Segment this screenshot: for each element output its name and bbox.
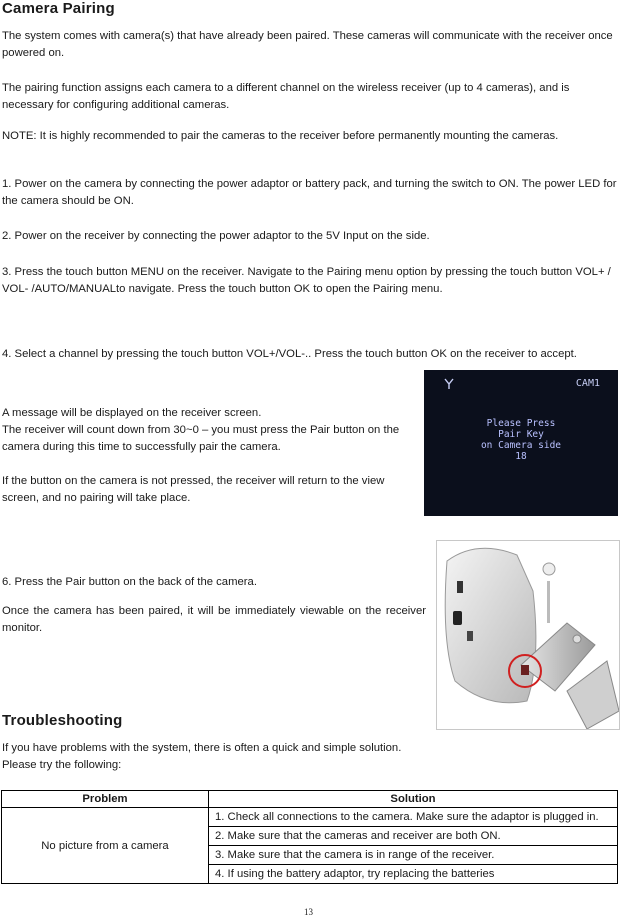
page-number: 13 xyxy=(304,907,313,917)
solution-cell xyxy=(209,808,618,884)
countdown-info: The receiver will count down from 30~0 – you must press the Pair button on the camera during this time to successfully pair the camera. xyxy=(2,424,400,453)
receiver-screen xyxy=(424,370,618,516)
step-6: 6. Press the Pair button on the back of the camera. xyxy=(2,576,257,588)
problem-cell: No picture from a camera xyxy=(2,808,209,884)
no-pairing-info: If the button on the camera is not pressed, the receiver will return to the view screen, and no pairing will take place. xyxy=(2,475,385,504)
step-4: 4. Select a channel by pressing the touch button VOL+/VOL-.. Press the touch button OK on the receiver to accept. xyxy=(2,348,577,360)
antenna-icon xyxy=(444,378,454,393)
solution-item: 1. Check all connections to the camera. Make sure the adaptor is plugged in. xyxy=(215,811,599,823)
solution-item: 2. Make sure that the cameras and receiver are both ON. xyxy=(209,826,617,845)
channel-label: CAM1 xyxy=(575,378,600,389)
header-solution: Solution xyxy=(209,791,618,808)
solution-item: 4. If using the battery adaptor, try replacing the batteries xyxy=(209,864,617,883)
camera-photo xyxy=(436,540,620,730)
step-2: 2. Power on the receiver by connecting the power adaptor to the 5V Input on the side. xyxy=(2,230,430,242)
troubleshooting-table xyxy=(1,790,618,884)
paragraph-pairing-function: The pairing function assigns each camera to a different channel on the wireless receiver (up to 4 cameras), and is necessary for configuring additional cameras. xyxy=(2,82,570,111)
step-3: 3. Press the touch button MENU on the receiver. Navigate to the Pairing menu option by pressing the touch button VOL+ / VOL- /AUTO/MANUALto navigate. Press the touch button OK to open the Pairing menu. xyxy=(2,266,611,295)
paragraph-note: NOTE: It is highly recommended to pair the cameras to the receiver before permanently mounting the cameras. xyxy=(2,130,559,142)
section-title-camera-pairing: Camera Pairing xyxy=(2,0,115,17)
paragraph-intro: The system comes with camera(s) that have already been paired. These cameras will communicate with the receiver once powered on. xyxy=(2,30,613,59)
paragraph-after-pairing: Once the camera has been paired, it will be immediately viewable on the receiver monitor. xyxy=(2,605,426,634)
header-problem: Problem xyxy=(2,791,209,808)
solution-item: 3. Make sure that the camera is in range of the receiver. xyxy=(209,845,617,864)
table-header-row xyxy=(2,791,618,808)
pairing-prompt: Please Press Pair Key on Camera side 18 xyxy=(480,418,562,462)
step-1: 1. Power on the camera by connecting the power adaptor or battery pack, and turning the switch to ON. The power LED for the camera should be ON. xyxy=(2,178,617,207)
table-row xyxy=(2,808,618,884)
troubleshooting-intro: If you have problems with the system, there is often a quick and simple solution. Please try the following: xyxy=(2,742,402,771)
section-title-troubleshooting: Troubleshooting xyxy=(2,712,123,729)
message-displayed: A message will be displayed on the receiver screen. xyxy=(2,407,262,419)
